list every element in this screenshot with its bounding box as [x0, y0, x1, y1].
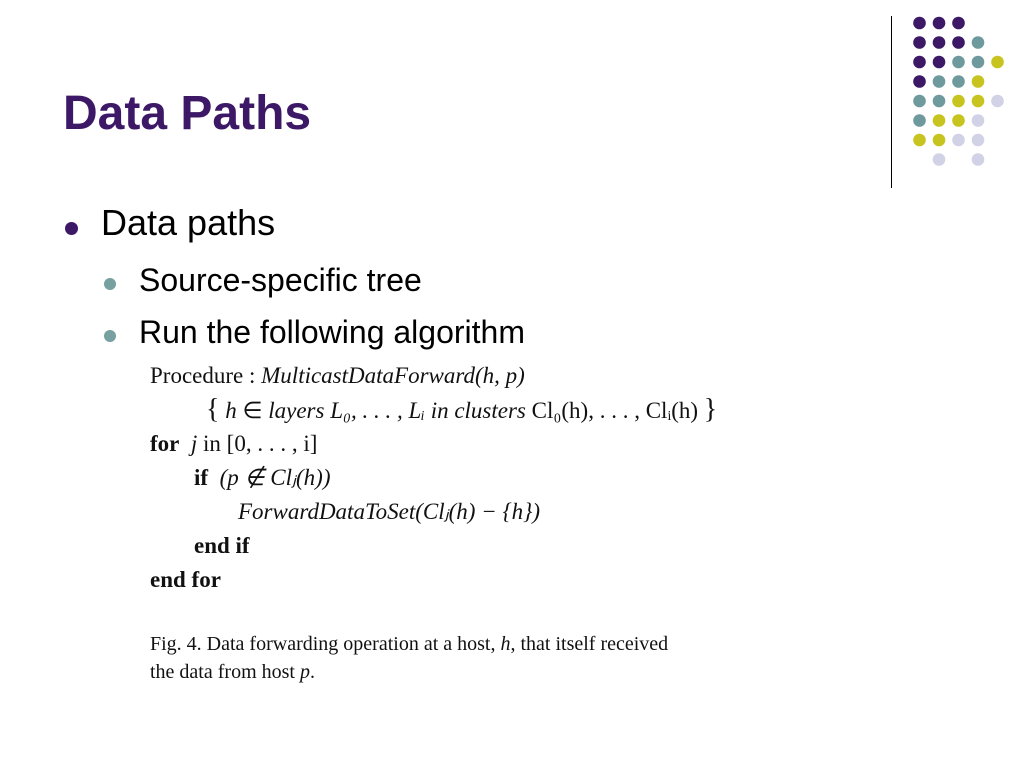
bullet-run-algorithm: [139, 314, 525, 351]
decorative-dot: [933, 134, 946, 147]
caption-text: Fig. 4. Data forwarding operation at a host,: [150, 633, 501, 655]
decorative-dot: [972, 95, 985, 108]
decorative-dot: [933, 56, 946, 69]
decorative-dot: [972, 114, 985, 127]
caption-text: , that itself received: [510, 633, 669, 655]
caption-line-2: [150, 658, 668, 686]
endfor-keyword: end for: [150, 567, 221, 592]
algorithm-procedure-line: [150, 362, 525, 390]
bullet-dot-icon: [104, 330, 116, 342]
decorative-dot: [933, 153, 946, 166]
algorithm-if-line: [194, 464, 331, 492]
decorative-dot: [913, 134, 926, 147]
decorative-dot-grid: [0, 0, 1024, 200]
decorative-dot: [933, 114, 946, 127]
decorative-dot: [933, 17, 946, 30]
if-keyword: if: [194, 465, 209, 490]
figure-caption: [150, 630, 668, 686]
decorative-dot: [952, 56, 965, 69]
decorative-dot: [933, 95, 946, 108]
procedure-label: Procedure :: [150, 363, 256, 388]
decorative-dot: [913, 95, 926, 108]
decorative-dot: [952, 95, 965, 108]
action-args: (Clⱼ(h) − {h}): [415, 499, 541, 524]
bullet-text: Run the following algorithm: [139, 314, 525, 350]
algorithm-action-line: [238, 498, 540, 526]
decorative-dot: [913, 56, 926, 69]
decorative-dot: [972, 56, 985, 69]
decorative-dot: [952, 17, 965, 30]
algorithm-endif-line: [194, 532, 250, 560]
set-clusters-value: Cl₀(h), . . . , Clᵢ(h): [531, 398, 699, 423]
decorative-dot: [952, 134, 965, 147]
decorative-dot: [933, 36, 946, 49]
algorithm-endfor-line: [150, 566, 221, 594]
for-variable: j: [190, 431, 198, 456]
endif-keyword: end if: [194, 533, 250, 558]
decorative-dot: [991, 95, 1004, 108]
set-layers-word: layers: [268, 398, 325, 423]
caption-line-1: [150, 630, 668, 658]
set-h: h: [225, 398, 237, 423]
decorative-dot: [913, 17, 926, 30]
decorative-dot: [972, 134, 985, 147]
set-clusters-word: in clusters: [430, 398, 526, 423]
action-name: ForwardDataToSet: [238, 499, 416, 524]
decorative-dot: [913, 75, 926, 88]
bullet-dot-icon: [65, 222, 78, 235]
set-in: ∈: [242, 398, 263, 423]
decorative-dot: [972, 153, 985, 166]
decorative-dot: [972, 75, 985, 88]
set-layers-value: L₀, . . . , Lᵢ: [330, 398, 425, 423]
algorithm-for-line: [150, 430, 317, 458]
bullet-data-paths: [101, 202, 275, 244]
decorative-dot: [952, 36, 965, 49]
for-in: in: [203, 431, 221, 456]
bullet-text: Source-specific tree: [139, 262, 422, 298]
bullet-text: Data paths: [101, 202, 276, 243]
decorative-dot: [913, 36, 926, 49]
caption-text: .: [309, 661, 315, 683]
algorithm-set-line: [206, 396, 717, 425]
decorative-dot: [952, 75, 965, 88]
if-condition: (p ∉ Clⱼ(h)): [219, 465, 331, 490]
slide-title: Data Paths: [63, 87, 312, 140]
decorative-dot: [933, 75, 946, 88]
decorative-dot: [972, 36, 985, 49]
procedure-args: (h, p): [474, 363, 525, 388]
set-open-brace: {: [206, 394, 220, 425]
caption-text: the data from host: [150, 661, 300, 683]
bullet-dot-icon: [104, 278, 116, 290]
decorative-dot: [952, 114, 965, 127]
decorative-dot: [913, 114, 926, 127]
decorative-dot: [991, 56, 1004, 69]
caption-variable: p: [299, 661, 310, 683]
caption-variable: h: [500, 633, 511, 655]
set-close-brace: }: [703, 394, 718, 425]
for-range: [0, . . . , i]: [226, 431, 318, 456]
for-keyword: for: [150, 431, 180, 456]
procedure-name: MulticastDataForward: [261, 363, 475, 388]
bullet-source-specific-tree: [139, 262, 422, 299]
